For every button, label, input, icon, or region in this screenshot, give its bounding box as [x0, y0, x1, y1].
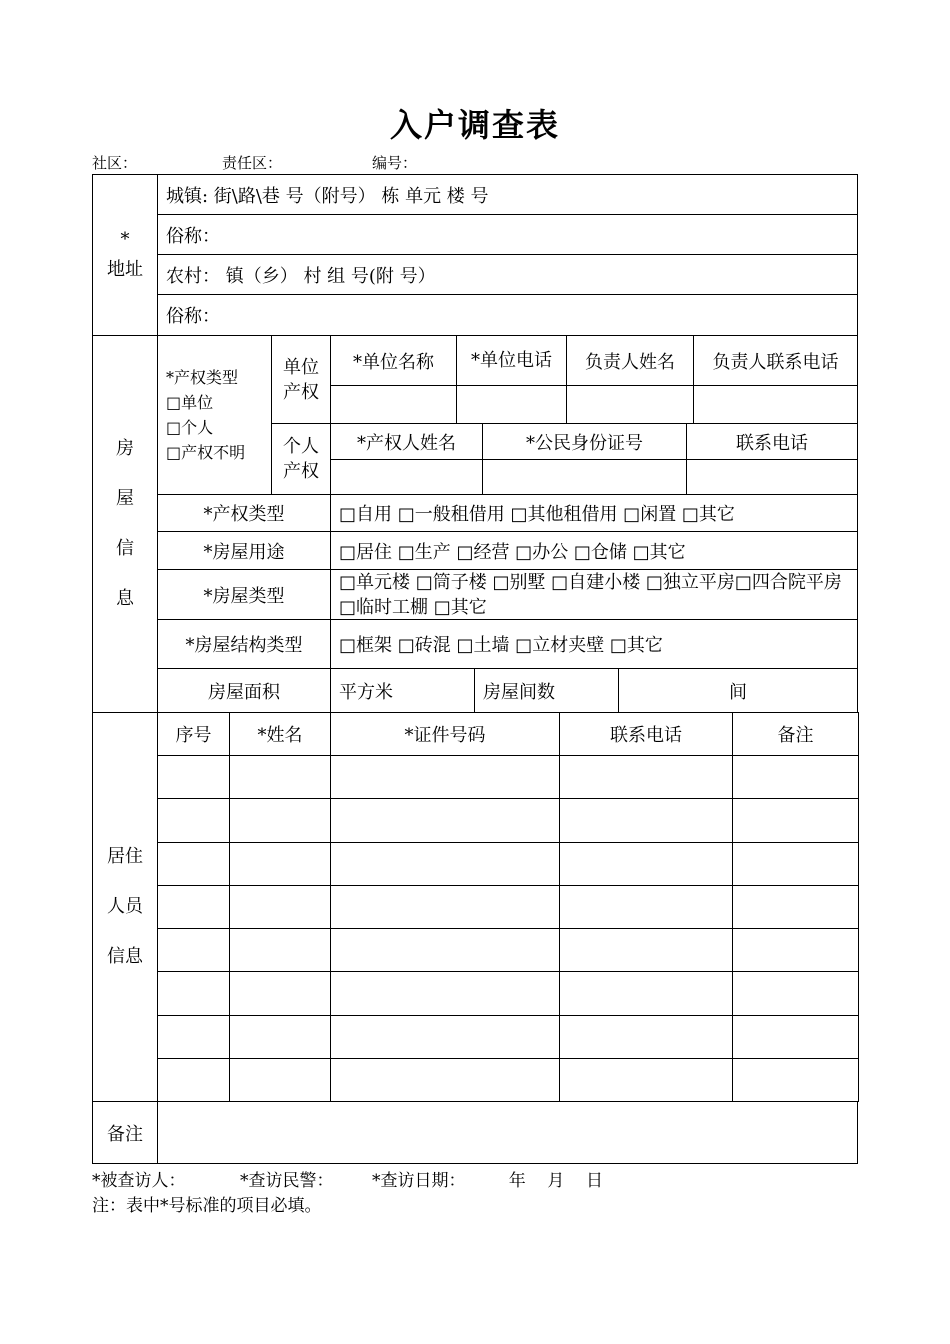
resident-cell[interactable] [559, 1015, 733, 1059]
unit-phone-field[interactable] [456, 385, 567, 424]
area-label: 房屋面积 [157, 668, 331, 713]
unit-name-header: *单位名称 [330, 335, 457, 386]
residents-header-col-phone: 联系电话 [559, 712, 733, 756]
form-title: 入户调查表 [389, 106, 560, 144]
house-label-char: 息 [116, 588, 134, 609]
ownership-unknown-checkbox[interactable]: □产权不明 [166, 443, 246, 462]
resident-cell[interactable] [157, 885, 230, 929]
resident-cell[interactable] [559, 928, 733, 972]
resident-cell[interactable] [732, 928, 859, 972]
owner-id-header: *公民身份证号 [482, 423, 687, 460]
resident-cell[interactable] [157, 798, 230, 842]
resident-cell[interactable] [330, 928, 560, 972]
rooms-field[interactable]: 间 [618, 668, 858, 713]
owner-id-field[interactable] [482, 459, 687, 495]
residents-label-line: 居住 [107, 846, 143, 867]
resident-cell[interactable] [559, 971, 733, 1015]
visit-date: *查访日期： 年 月 日 [372, 1171, 603, 1191]
resident-cell[interactable] [229, 1015, 331, 1059]
resident-cell[interactable] [330, 971, 560, 1015]
resident-cell[interactable] [330, 798, 560, 842]
village-alias-field[interactable]: 俗称： [157, 294, 858, 336]
unit-phone-header: *单位电话 [456, 335, 567, 386]
residents-label [92, 712, 158, 1102]
resident-cell[interactable] [559, 755, 733, 799]
village-address-field[interactable]: 农村： 镇（乡） 村 组 号(附 号） [157, 254, 858, 295]
visited-person: *被查访人： [92, 1171, 186, 1191]
required-mark: * [120, 229, 130, 250]
resident-cell[interactable] [157, 842, 230, 886]
owner-phone-header: 联系电话 [686, 423, 858, 460]
resident-cell[interactable] [229, 928, 331, 972]
zone-label: 责任区： [222, 154, 283, 172]
town-alias-field[interactable]: 俗称： [157, 214, 858, 255]
residents-header-col-id: *证件号码 [330, 712, 560, 756]
manager-name-header: 负责人姓名 [566, 335, 694, 386]
usage-label: *房屋用途 [157, 531, 331, 570]
ownership-type-checkboxes[interactable] [157, 335, 272, 495]
resident-cell[interactable] [559, 798, 733, 842]
resident-cell[interactable] [229, 971, 331, 1015]
ownership-type-title: *产权类型 [166, 368, 239, 387]
resident-cell[interactable] [732, 798, 859, 842]
address-label [92, 174, 158, 336]
resident-cell[interactable] [732, 1058, 859, 1102]
resident-cell[interactable] [732, 842, 859, 886]
structure-label: *房屋结构类型 [157, 619, 331, 669]
resident-cell[interactable] [330, 1058, 560, 1102]
resident-cell[interactable] [559, 842, 733, 886]
ownership-unit-checkbox[interactable]: □单位 [166, 393, 214, 412]
resident-cell[interactable] [157, 971, 230, 1015]
number-label: 编号： [372, 154, 418, 172]
resident-cell[interactable] [559, 1058, 733, 1102]
resident-cell[interactable] [229, 755, 331, 799]
resident-cell[interactable] [330, 755, 560, 799]
resident-cell[interactable] [229, 1058, 331, 1102]
house-info-label [92, 335, 158, 713]
resident-cell[interactable] [229, 842, 331, 886]
house-type-label: *房屋类型 [157, 569, 331, 620]
resident-cell[interactable] [229, 885, 331, 929]
area-field[interactable]: 平方米 [330, 668, 475, 713]
unit-ownership-label: 单位产权 [271, 335, 331, 424]
resident-cell[interactable] [157, 1058, 230, 1102]
resident-cell[interactable] [330, 842, 560, 886]
owner-name-field[interactable] [330, 459, 483, 495]
manager-name-field[interactable] [566, 385, 694, 424]
house-label-char: 房 [116, 438, 134, 459]
ownership-personal-checkbox[interactable]: □个人 [166, 418, 214, 437]
resident-cell[interactable] [229, 798, 331, 842]
house-label-char: 信 [116, 538, 134, 559]
community-label: 社区： [92, 154, 138, 172]
footnote: 注：表中*号标准的项目必填。 [92, 1196, 322, 1216]
ownership-type-label: *产权类型 [157, 494, 331, 532]
resident-cell[interactable] [157, 1015, 230, 1059]
residents-header-col-note: 备注 [732, 712, 859, 756]
resident-cell[interactable] [732, 885, 859, 929]
residents-header-col-name: *姓名 [229, 712, 331, 756]
personal-ownership-label: 个人产权 [271, 423, 331, 495]
house-type-options[interactable]: □单元楼 □筒子楼 □别墅 □自建小楼 □独立平房□四合院平房 □临时工棚 □其它 [330, 569, 858, 620]
house-label-char: 屋 [116, 488, 134, 509]
manager-phone-header: 负责人联系电话 [693, 335, 858, 386]
unit-name-field[interactable] [330, 385, 457, 424]
remarks-field[interactable] [157, 1101, 858, 1164]
owner-name-header: *产权人姓名 [330, 423, 483, 460]
manager-phone-field[interactable] [693, 385, 858, 424]
residents-label-line: 信息 [107, 946, 143, 967]
rooms-label: 房屋间数 [474, 668, 619, 713]
town-address-field[interactable]: 城镇: 街\路\巷 号（附号） 栋 单元 楼 号 [157, 174, 858, 215]
resident-cell[interactable] [330, 885, 560, 929]
residents-label-line: 人员 [107, 896, 143, 917]
survey-table [92, 174, 858, 1164]
remarks-label: 备注 [92, 1101, 158, 1164]
resident-cell[interactable] [157, 928, 230, 972]
resident-cell[interactable] [732, 755, 859, 799]
structure-options[interactable]: □框架 □砖混 □土墙 □立材夹壁 □其它 [330, 619, 858, 669]
residents-header-col-seq: 序号 [157, 712, 230, 756]
ownership-type-options[interactable]: □自用 □一般租借用 □其他租借用 □闲置 □其它 [330, 494, 858, 532]
resident-cell[interactable] [330, 1015, 560, 1059]
address-label-text: 地址 [107, 259, 143, 280]
usage-options[interactable]: □居住 □生产 □经营 □办公 □仓储 □其它 [330, 531, 858, 570]
owner-phone-field[interactable] [686, 459, 858, 495]
resident-cell[interactable] [157, 755, 230, 799]
resident-cell[interactable] [559, 885, 733, 929]
resident-cell[interactable] [732, 971, 859, 1015]
visiting-police: *查访民警： [240, 1171, 334, 1191]
resident-cell[interactable] [732, 1015, 859, 1059]
